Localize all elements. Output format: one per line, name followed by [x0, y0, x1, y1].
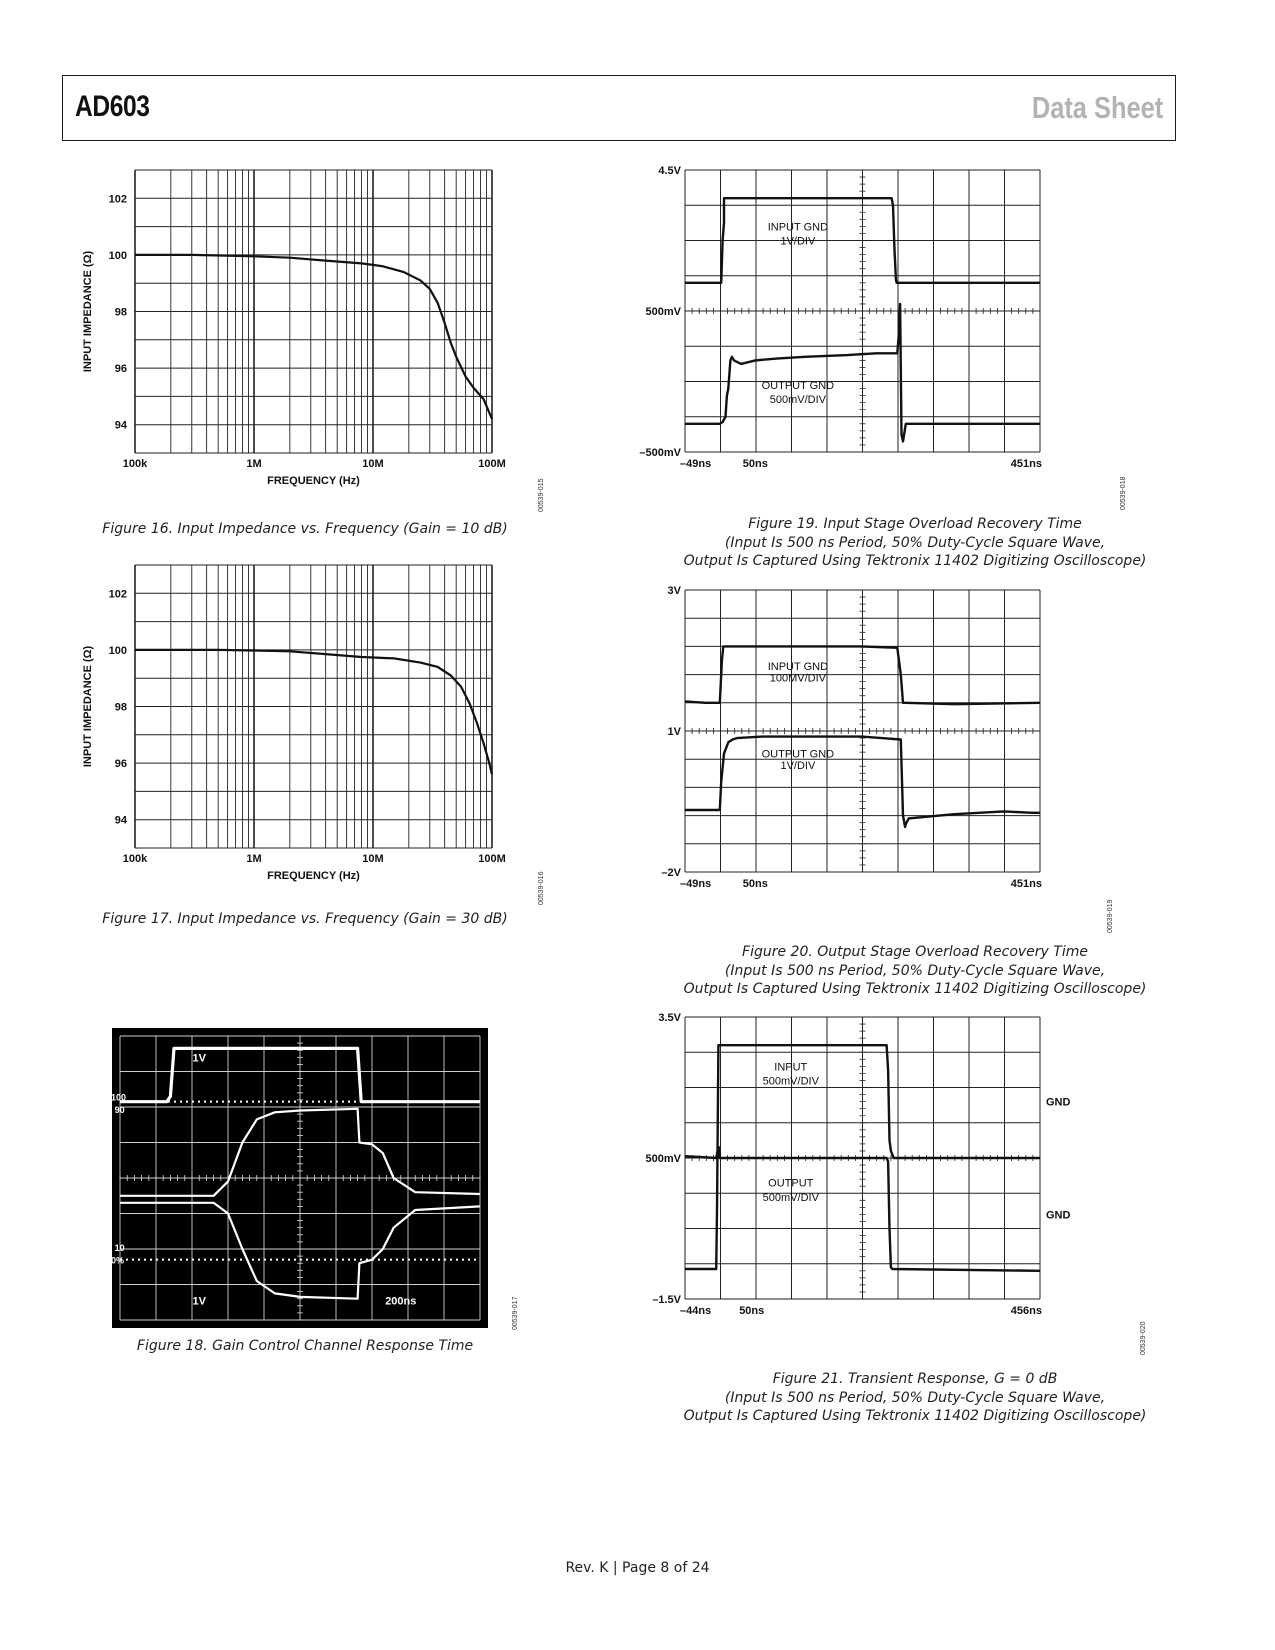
scope-label: 1V [192, 1052, 206, 1065]
x-tick-label: 100M [478, 853, 506, 865]
trace-label: INPUT GND [767, 221, 829, 234]
y-tick-label: 98 [114, 306, 127, 319]
y-tick-label: 102 [108, 193, 127, 206]
figure-16-caption: Figure 16. Input Impedance vs. Frequency (Gain = 10 dB) [102, 521, 508, 537]
y-tick-label: 500mV [645, 306, 681, 318]
scope-label: 100 [111, 1092, 127, 1103]
impedance-curve [135, 650, 492, 775]
x-tick-label: 100k [122, 853, 148, 865]
scope-label: 1V [192, 1295, 206, 1308]
figure-20-code: 00539-019 [1107, 899, 1114, 933]
y-tick-label: 96 [114, 758, 127, 771]
figure-18-caption: Figure 18. Gain Control Channel Response Time [136, 1338, 474, 1354]
x-tick-label: –44ns [680, 1305, 712, 1317]
x-tick-label: 10M [362, 853, 384, 865]
y-tick-label: –1.5V [652, 1294, 681, 1306]
y-tick-label: 96 [114, 363, 127, 376]
trace-label: 500mV/DIV [769, 394, 827, 407]
y-tick-label: 102 [108, 588, 127, 601]
figure-17-code: 00539-016 [538, 871, 545, 905]
y-axis-label: INPUT IMPEDANCE (Ω) [82, 645, 94, 768]
figure-20-chart [655, 585, 1135, 925]
x-tick-label: 100M [478, 458, 506, 470]
y-tick-label: 3V [667, 585, 681, 597]
x-tick-label: 1M [246, 853, 262, 865]
y-tick-label: –2V [661, 867, 681, 879]
trace-label: OUTPUT [768, 1177, 814, 1190]
document-type: Data Sheet [1031, 90, 1163, 125]
figure-21-chart [645, 1012, 1155, 1352]
gnd-label: GND [1046, 1209, 1071, 1222]
scope-label: 200ns [385, 1295, 417, 1308]
trace-label: 500mV/DIV [762, 1075, 819, 1088]
y-tick-label: 100 [108, 644, 127, 657]
figure-17-chart [70, 560, 540, 890]
gnd-label: GND [1046, 1096, 1071, 1109]
x-tick-label: 50ns [742, 458, 768, 470]
y-tick-label: 100 [108, 249, 127, 262]
figure-16-code: 00539-015 [538, 478, 545, 512]
y-tick-label: 94 [114, 814, 127, 827]
y-tick-label: 4.5V [658, 165, 681, 177]
page-footer: Rev. K | Page 8 of 24 [565, 1560, 710, 1576]
y-axis-label: INPUT IMPEDANCE (Ω) [82, 250, 94, 373]
trace-label: 100MV/DIV [769, 672, 827, 685]
figure-18-chart [112, 1028, 488, 1328]
figure-21-caption: Figure 21. Transient Response, G = 0 dB (Input Is 500 ns Period, 50% Duty-Cycle Square Wave, Output Is Captured Using Tektronix 11402 Digitizing Oscilloscope) [683, 1371, 1147, 1424]
figure-16-chart [70, 165, 540, 495]
trace-label: OUTPUT GND [761, 748, 835, 761]
figure-19-caption: Figure 19. Input Stage Overload Recovery Time (Input Is 500 ns Period, 50% Duty-Cycle Square Wave, Output Is Captured Using Tektronix 11402 Digitizing Oscilloscope) [683, 516, 1147, 569]
trace-label: 1V/DIV [780, 235, 816, 248]
x-axis-label: FREQUENCY (Hz) [267, 475, 360, 487]
x-tick-label: 50ns [742, 878, 768, 890]
y-tick-label: 1V [667, 726, 681, 738]
trace-label: 1V/DIV [780, 759, 816, 772]
scope-label: 90 [114, 1104, 125, 1115]
x-tick-label: 50ns [739, 1305, 765, 1317]
page-header [62, 75, 1176, 141]
y-tick-label: –500mV [639, 447, 681, 459]
figure-18-code: 00539-017 [512, 1296, 519, 1330]
figure-17-caption: Figure 17. Input Impedance vs. Frequency (Gain = 30 dB) [102, 911, 508, 927]
figure-21-code: 00539-020 [1140, 1321, 1147, 1355]
scope-label: 0% [111, 1255, 125, 1266]
y-tick-label: 500mV [645, 1153, 681, 1165]
figure-19-chart [639, 165, 1135, 505]
part-number: AD603 [75, 90, 150, 123]
x-tick-label: 451ns [1010, 458, 1042, 470]
figure-19-code: 00539-018 [1120, 476, 1127, 510]
trace-label: INPUT [774, 1061, 808, 1074]
x-tick-label: –49ns [680, 878, 712, 890]
trace-label: OUTPUT GND [761, 380, 835, 393]
x-axis-label: FREQUENCY (Hz) [267, 870, 360, 882]
x-tick-label: 1M [246, 458, 262, 470]
x-tick-label: 456ns [1010, 1305, 1042, 1317]
y-tick-label: 98 [114, 701, 127, 714]
trace-label: 500mV/DIV [762, 1191, 819, 1204]
x-tick-label: 100k [122, 458, 148, 470]
x-tick-label: 451ns [1010, 878, 1042, 890]
x-tick-label: –49ns [680, 458, 712, 470]
trace-label: INPUT GND [767, 661, 829, 674]
impedance-curve [135, 255, 492, 419]
figure-20-caption: Figure 20. Output Stage Overload Recovery Time (Input Is 500 ns Period, 50% Duty-Cycle Square Wave, Output Is Captured Using Tektronix 11402 Digitizing Oscilloscope) [683, 944, 1147, 997]
scope-label: 10 [114, 1243, 125, 1254]
y-tick-label: 94 [114, 419, 127, 432]
x-tick-label: 10M [362, 458, 384, 470]
y-tick-label: 3.5V [658, 1012, 681, 1024]
